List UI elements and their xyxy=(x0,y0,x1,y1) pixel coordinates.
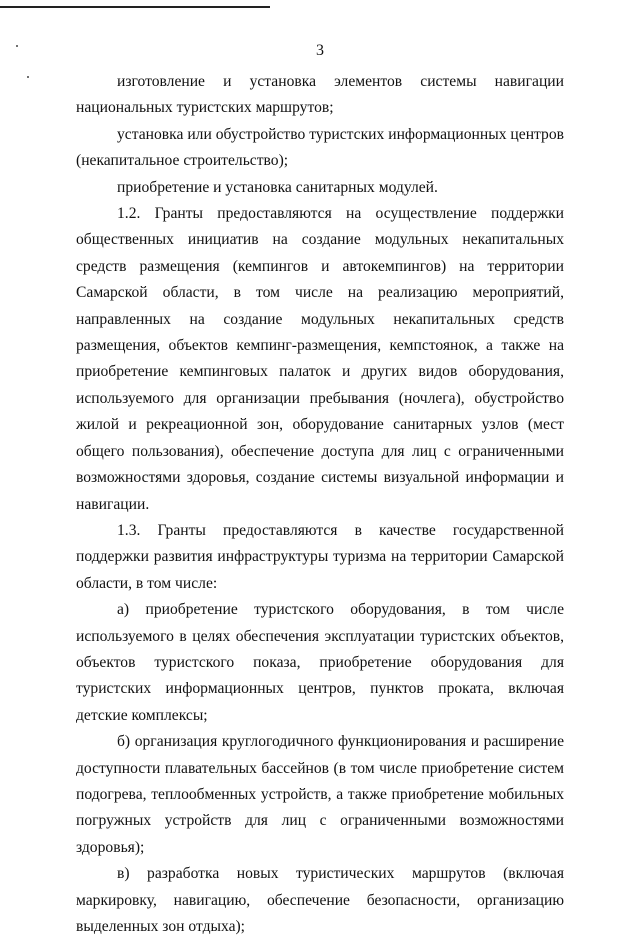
list-item-b: б) организация круглогодичного функционирования и расширение доступности плавательных бассейнов (в том числе приобретение систем подогрева, теплообменных устройств, а также приобретение мобильных погружных устройств для лиц с ограниченными возможностями здоровья); xyxy=(76,733,564,856)
paragraph-1-2: 1.2. Гранты предоставляются на осуществление поддержки общественных инициатив на создание модульных некапитальных средств размещения (кемпингов и автокемпингов) на территории Самарской области, в том числе на реализацию мероприятий, направленных на создание модульных некапитальных средств размещения, объектов кемпинг-размещения, кемпстоянок, а также на приобретение кемпинговых палаток и других видов оборудования, используемого для организации пребывания (ночлега), обустройство жилой и рекреационной зон, оборудование санитарных узлов (мест общего пользования), обеспечение доступа для лиц с ограниченными возможностями здоровья, создание системы визуальной информации и навигации. xyxy=(76,205,564,513)
list-item-v: в) разработка новых туристических маршрутов (включая маркировку, навигацию, обеспечение безопасности, организацию выделенных зон отдыха); xyxy=(76,865,564,935)
scan-speck xyxy=(27,76,29,78)
paragraph-navigation-elements: изготовление и установка элементов системы навигации национальных туристских маршрутов; xyxy=(76,73,564,117)
top-border-line xyxy=(0,6,270,8)
document-body xyxy=(76,69,564,940)
paragraph-1-3: 1.3. Гранты предоставляются в качестве государственной поддержки развития инфраструктуры туризма на территории Самарской области, в том числе: xyxy=(76,521,564,592)
page-number: 3 xyxy=(316,42,324,59)
paragraph-information-centers: установка или обустройство туристских информационных центров (некапитальное строительство); xyxy=(76,125,564,170)
list-item-a: а) приобретение туристского оборудования, в том числе используемого в целях обеспечения эксплуатации туристских объектов, объектов туристского показа, приобретение оборудования для туристских информационных центров, пунктов проката, включая детские комплексы; xyxy=(76,601,564,724)
paragraph-sanitary-modules: приобретение и установка санитарных модулей. xyxy=(117,178,438,196)
